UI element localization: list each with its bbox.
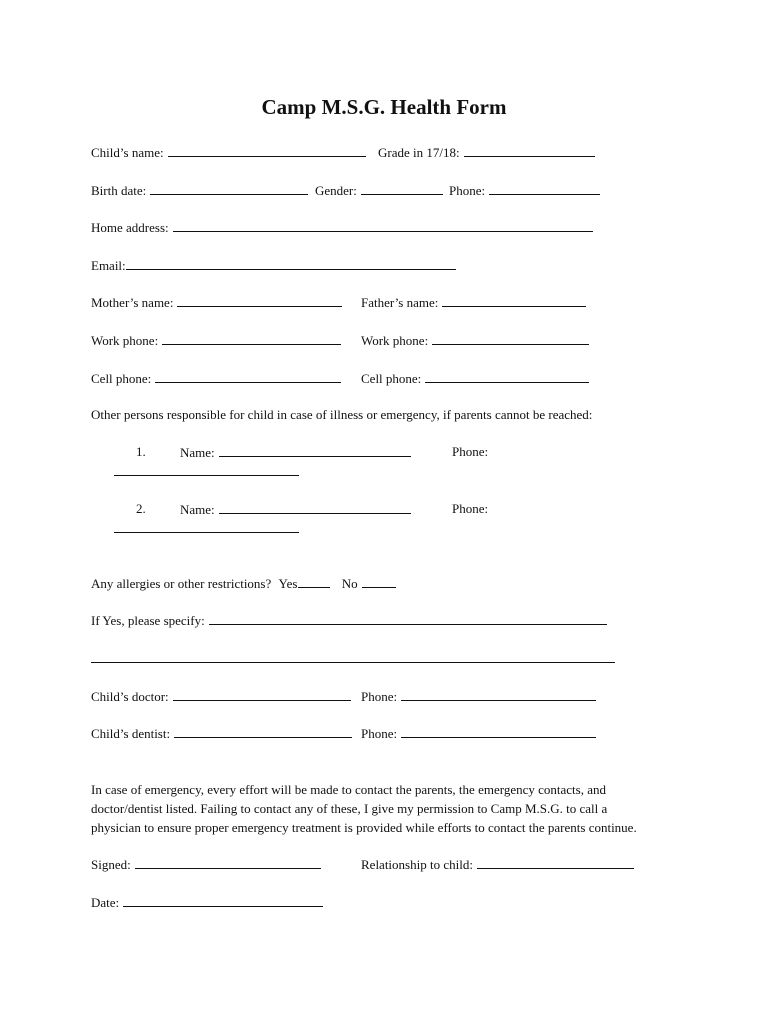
gender-label: Gender: (315, 183, 357, 198)
phone-label: Phone: (449, 183, 486, 198)
contact2-name-blank[interactable] (219, 501, 411, 514)
childs-name-row (91, 144, 366, 161)
if-yes-label: If Yes, please specify: (91, 613, 205, 628)
allergies-row (91, 575, 396, 592)
contact1-number: 1. (136, 444, 146, 459)
mother-work-phone-label: Work phone: (91, 333, 159, 348)
signed-row (91, 856, 321, 873)
father-cell-phone-row (361, 370, 589, 387)
phone-blank[interactable] (489, 182, 600, 195)
if-yes-blank[interactable] (209, 612, 607, 625)
mother-cell-phone-label: Cell phone: (91, 371, 152, 386)
grade-row (378, 144, 595, 161)
allergies-yes-label: Yes (278, 576, 298, 591)
birth-date-blank[interactable] (150, 182, 308, 195)
date-row (91, 894, 323, 911)
signed-blank[interactable] (135, 856, 321, 869)
mother-work-phone-row (91, 332, 341, 349)
childs-dentist-label: Child’s dentist: (91, 726, 171, 741)
if-yes-continued-row (91, 650, 615, 667)
fathers-name-label: Father’s name: (361, 295, 439, 310)
mothers-name-blank[interactable] (177, 294, 342, 307)
childs-doctor-label: Child’s doctor: (91, 689, 169, 704)
if-yes-continued-blank[interactable] (91, 650, 615, 663)
grade-blank[interactable] (464, 144, 595, 157)
mother-work-phone-blank[interactable] (162, 332, 341, 345)
mother-cell-phone-row (91, 370, 341, 387)
other-persons-text: Other persons responsible for child in case of illness or emergency, if parents cannot be reached: (91, 407, 593, 422)
phone-row (449, 182, 600, 199)
contact2-phone-row (114, 520, 299, 537)
emergency-para-line-2: doctor/dentist listed. Failing to contact any of these, I give my permission to Camp M.S.G. to call a (91, 801, 608, 816)
contact2-name-row (180, 501, 411, 518)
emergency-para-line-3: physician to ensure proper emergency treatment is provided while efforts to contact the parents continue. (91, 820, 637, 835)
contact2-phone-label: Phone: (452, 501, 489, 516)
childs-name-label: Child’s name: (91, 145, 164, 160)
email-row (91, 257, 456, 274)
contact2-number: 2. (136, 501, 146, 516)
contact1-phone-label: Phone: (452, 444, 489, 459)
email-blank[interactable] (126, 257, 456, 270)
signed-label: Signed: (91, 857, 131, 872)
doctor-phone-label: Phone: (361, 689, 398, 704)
relationship-blank[interactable] (477, 856, 634, 869)
father-work-phone-row (361, 332, 589, 349)
emergency-para-line-1: In case of emergency, every effort will be made to contact the parents, the emergency contacts, and (91, 782, 606, 797)
relationship-row (361, 856, 634, 873)
dentist-phone-blank[interactable] (401, 725, 596, 738)
if-yes-row (91, 612, 607, 629)
emergency-consent-paragraph (91, 780, 691, 837)
childs-dentist-blank[interactable] (174, 725, 352, 738)
father-cell-phone-label: Cell phone: (361, 371, 422, 386)
contact1-phone-blank[interactable] (114, 463, 299, 476)
dentist-phone-label: Phone: (361, 726, 398, 741)
form-title: Camp M.S.G. Health Form (261, 95, 507, 119)
fathers-name-blank[interactable] (442, 294, 586, 307)
allergies-no-blank[interactable] (362, 575, 396, 588)
father-cell-phone-blank[interactable] (425, 370, 589, 383)
gender-row (315, 182, 443, 199)
email-label: Email: (91, 258, 126, 273)
contact2-phone-blank[interactable] (114, 520, 299, 533)
mother-cell-phone-blank[interactable] (155, 370, 341, 383)
allergies-yes-blank[interactable] (298, 575, 330, 588)
home-address-blank[interactable] (173, 219, 593, 232)
father-work-phone-label: Work phone: (361, 333, 429, 348)
contact1-name-row (180, 444, 411, 461)
allergies-label: Any allergies or other restrictions? (91, 576, 272, 591)
allergies-no-label: No (341, 576, 358, 591)
doctor-phone-row (361, 688, 596, 705)
mothers-name-label: Mother’s name: (91, 295, 174, 310)
dentist-phone-row (361, 725, 596, 742)
gender-blank[interactable] (361, 182, 443, 195)
childs-dentist-row (91, 725, 352, 742)
father-work-phone-blank[interactable] (432, 332, 589, 345)
mothers-name-row (91, 294, 342, 311)
childs-name-blank[interactable] (168, 144, 366, 157)
childs-doctor-blank[interactable] (173, 688, 351, 701)
contact2-name-label: Name: (180, 502, 215, 517)
doctor-phone-blank[interactable] (401, 688, 596, 701)
contact1-name-blank[interactable] (219, 444, 411, 457)
home-address-row (91, 219, 593, 236)
birth-date-label: Birth date: (91, 183, 147, 198)
contact1-name-label: Name: (180, 445, 215, 460)
childs-doctor-row (91, 688, 351, 705)
grade-label: Grade in 17/18: (378, 145, 460, 160)
birth-date-row (91, 182, 308, 199)
relationship-label: Relationship to child: (361, 857, 473, 872)
home-address-label: Home address: (91, 220, 169, 235)
contact1-phone-row (114, 463, 299, 480)
fathers-name-row (361, 294, 586, 311)
date-blank[interactable] (123, 894, 323, 907)
date-label: Date: (91, 895, 120, 910)
